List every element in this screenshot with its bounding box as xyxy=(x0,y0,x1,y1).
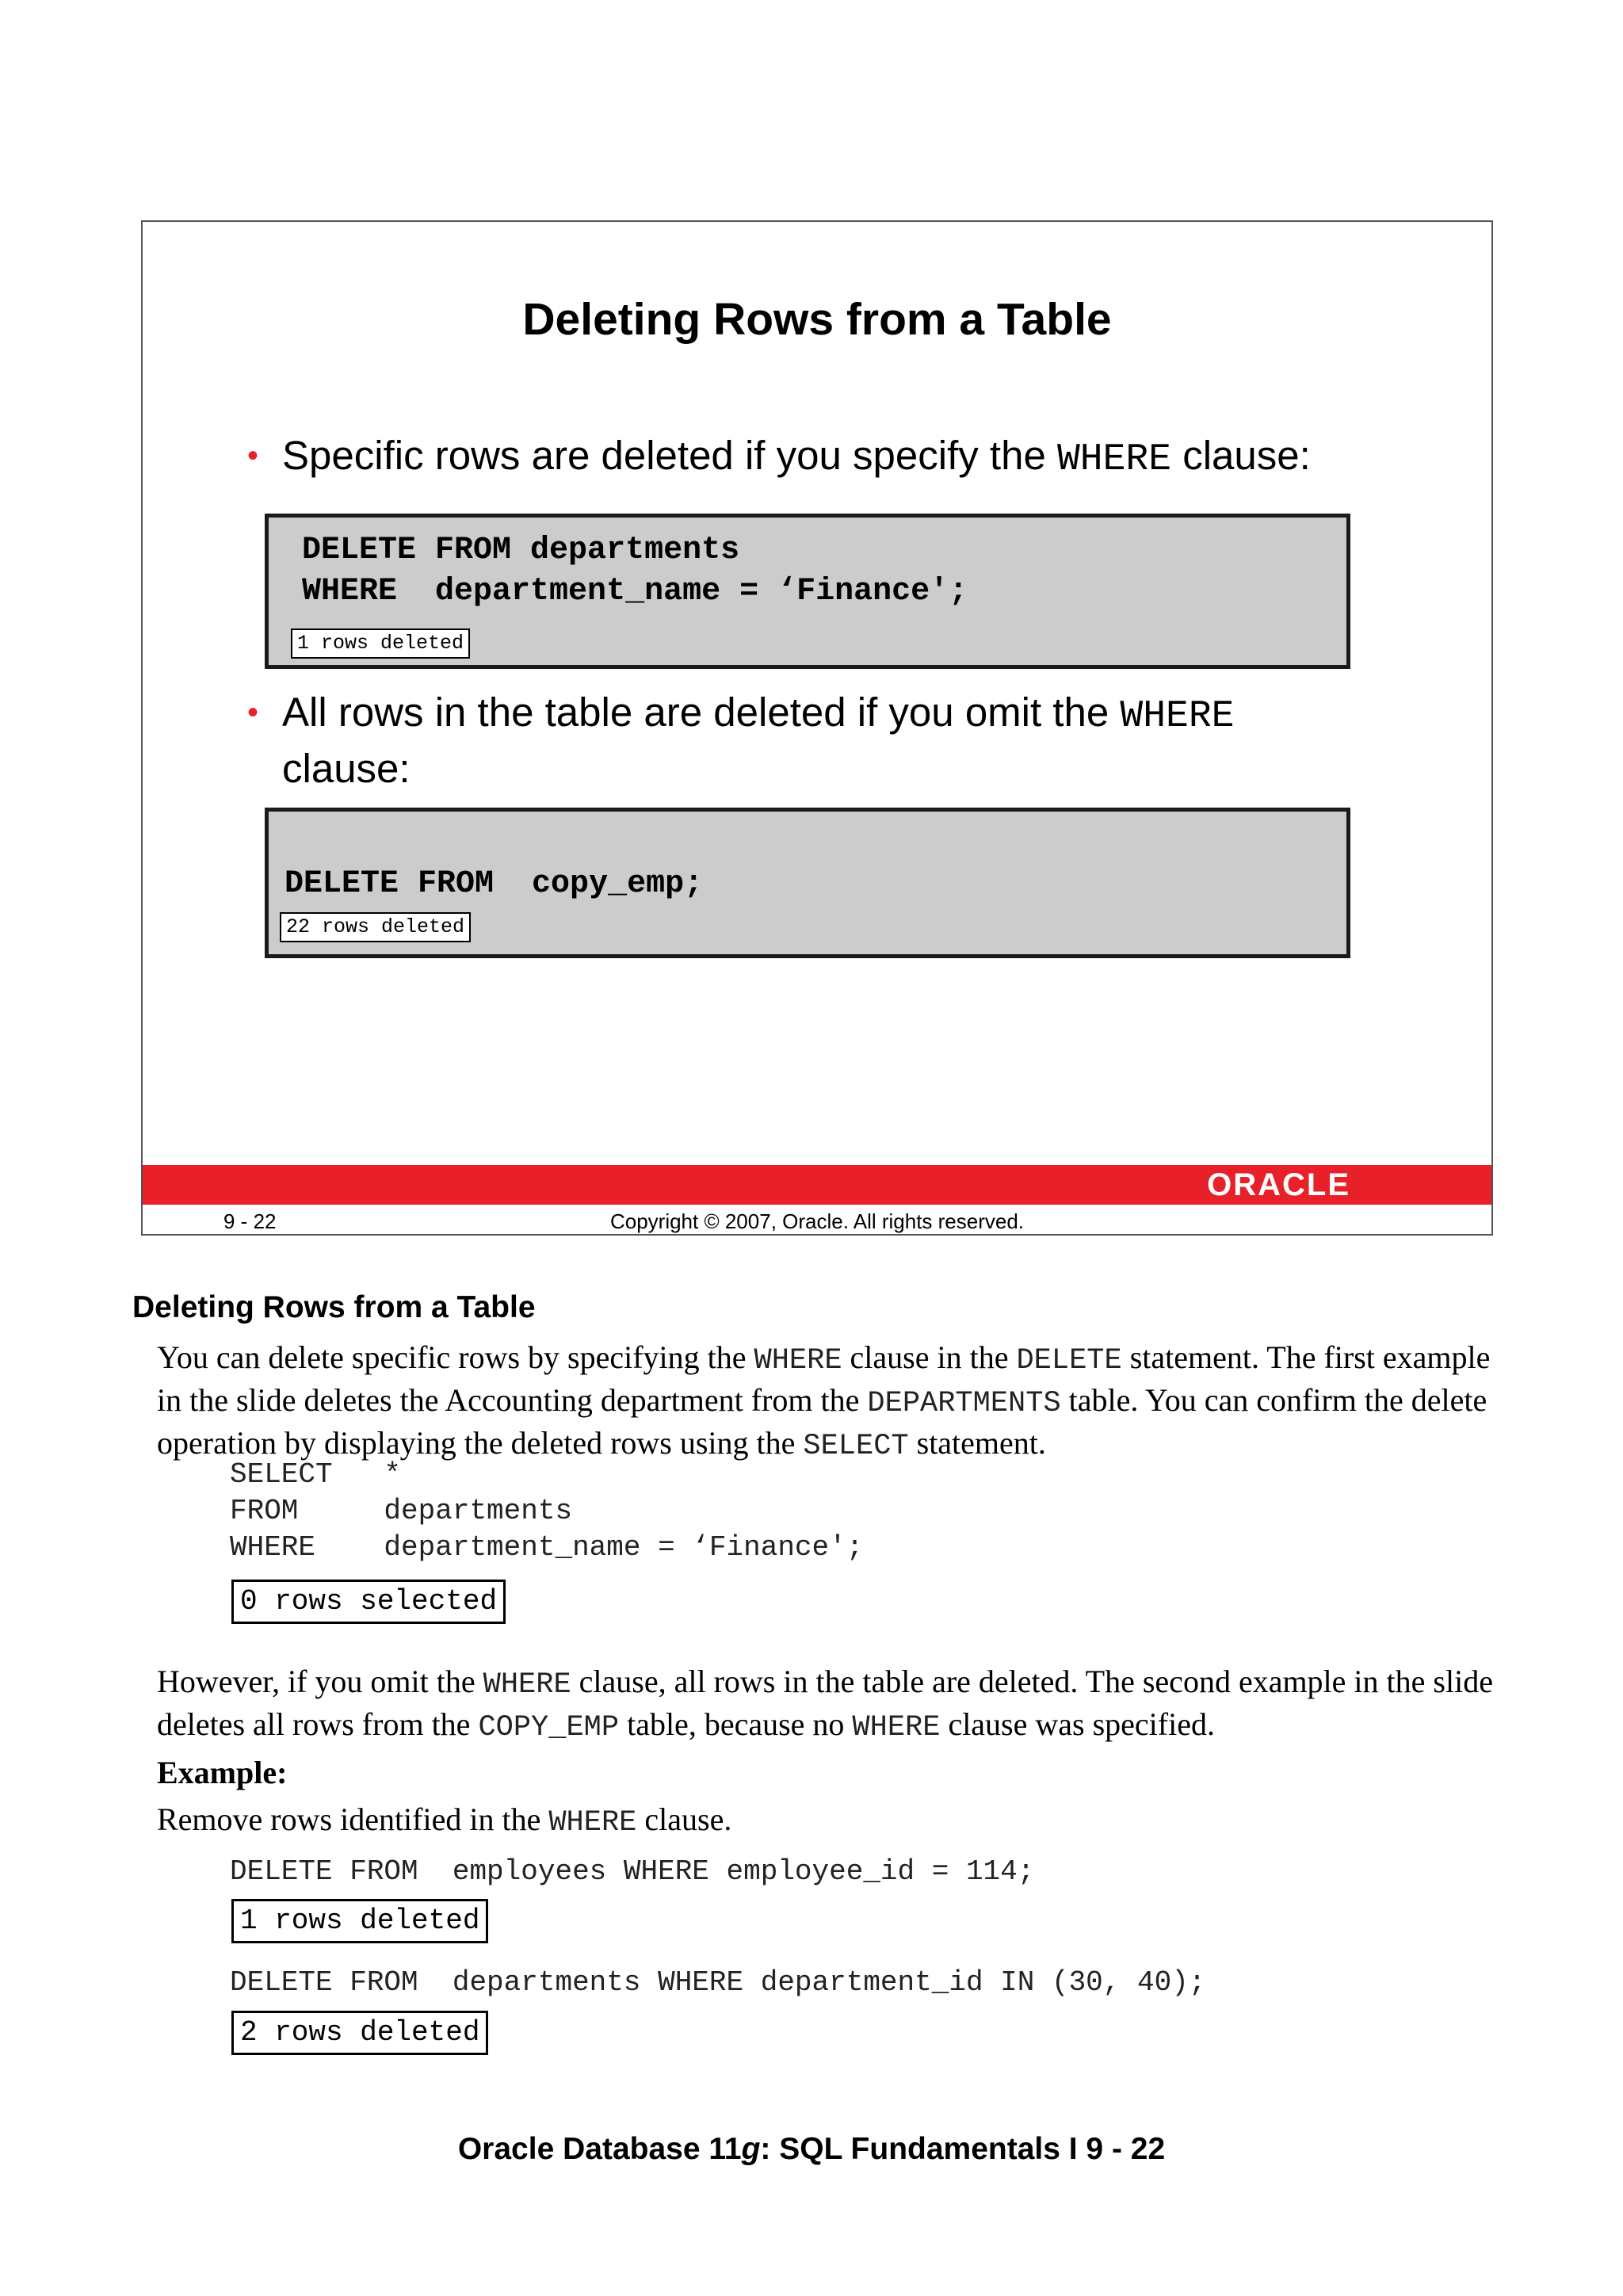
notes-paragraph-3: Remove rows identified in the WHERE clause. xyxy=(157,1801,732,1839)
notes-heading: Deleting Rows from a Table xyxy=(132,1290,536,1324)
code-line: SELECT * xyxy=(230,1458,402,1491)
slide-page-number: 9 - 22 xyxy=(223,1209,277,1233)
slide-copyright: Copyright © 2007, Oracle. All rights reserved. xyxy=(609,1209,1025,1233)
example-heading: Example: xyxy=(157,1755,288,1790)
code-line: FROM departments xyxy=(230,1495,573,1527)
code-line: WHERE department_name = ‘Finance'; xyxy=(302,574,968,609)
result-label: 2 rows deleted xyxy=(231,2011,488,2055)
notes-paragraph-1: You can delete specific rows by specifying the WHERE clause in the DELETE statement. The first example in the slide deletes the Accounting department from the DEPARTMENTS table. You can confirm the delete operation by displaying the deleted rows using the SELECT statement. xyxy=(157,1339,1491,1463)
slide-title: Deleting Rows from a Table xyxy=(522,294,1112,345)
keyword-where: WHERE xyxy=(1120,695,1235,738)
code-box-delete-where xyxy=(265,514,1350,669)
code-line: DELETE FROM departments WHERE department_id IN (30, 40); xyxy=(230,1966,1206,1999)
keyword-where: WHERE xyxy=(1057,438,1172,481)
footer-red-bar xyxy=(143,1165,1491,1205)
page-footer: Oracle Database 11g: SQL Fundamentals I 9 - 22 xyxy=(457,2132,1166,2166)
code-line: DELETE FROM copy_emp; xyxy=(285,866,704,902)
code-box-delete-all xyxy=(265,808,1350,958)
oracle-logo: ORACLE xyxy=(1207,1167,1350,1202)
code-line: DELETE FROM employees WHERE employee_id = 114; xyxy=(230,1855,1035,1888)
result-label: 1 rows deleted xyxy=(231,1899,488,1943)
notes-paragraph-2: However, if you omit the WHERE clause, all rows in the table are deleted. The second example in the slide deletes all rows from the COPY_EMP table, because no WHERE clause was specified. xyxy=(157,1664,1493,1744)
code-line: DELETE FROM departments xyxy=(302,533,740,568)
bullet-dot-icon: • xyxy=(247,695,259,730)
code-line: WHERE department_name = ‘Finance'; xyxy=(230,1531,864,1564)
slide-frame: Deleting Rows from a Table • Specific rows are deleted if you specify the WHERE clause: DELETE FROM departments WHERE department_name = ‘Finance'; 1 rows deleted • All rows in the table are deleted if you omit the WHERE clause: DELETE FROM copy_emp; 22 rows deleted ORACLE 9 - 22 Copyright © 2007, Oracle. All rights reserved. xyxy=(141,220,1493,1236)
bullet-dot-icon: • xyxy=(247,438,259,473)
result-label: 0 rows selected xyxy=(231,1580,506,1624)
result-label: 1 rows deleted xyxy=(291,628,470,659)
result-label: 22 rows deleted xyxy=(280,912,471,942)
